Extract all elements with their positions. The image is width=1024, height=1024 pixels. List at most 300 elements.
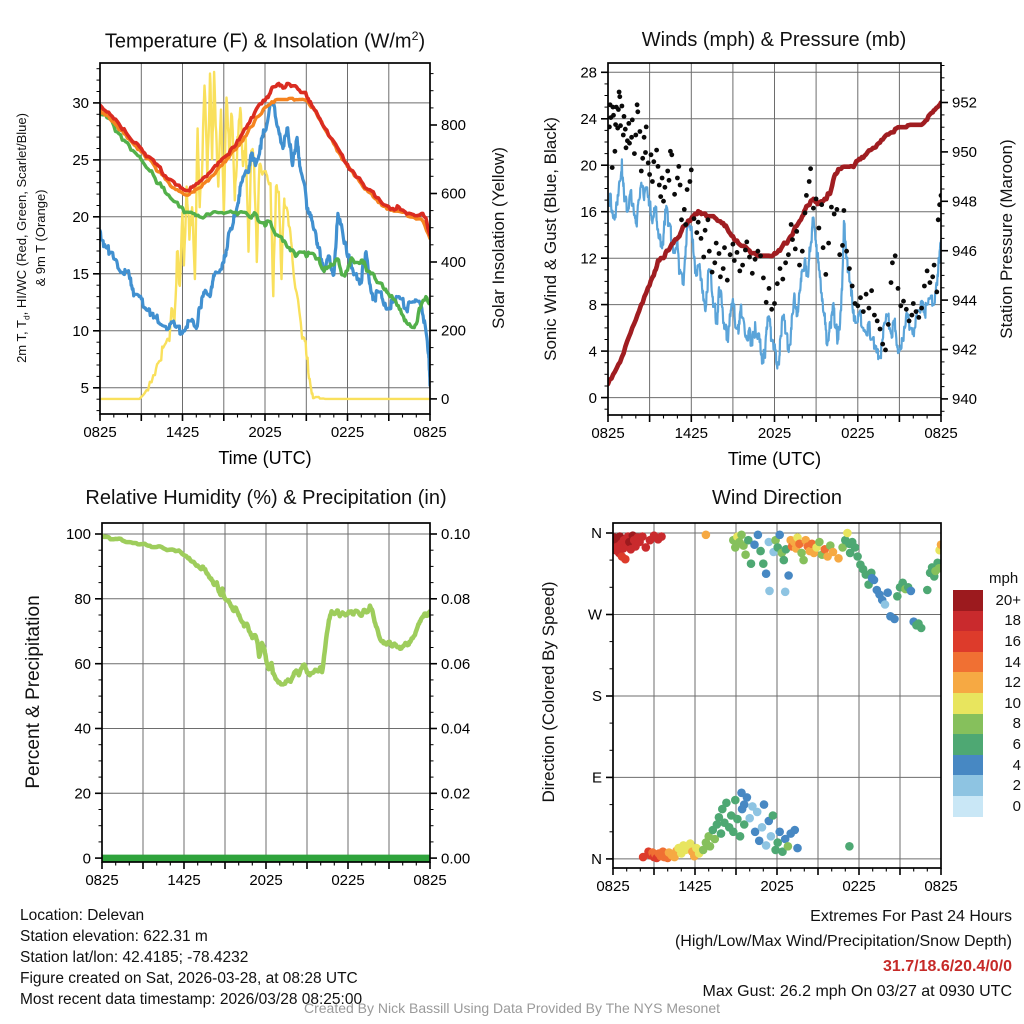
svg-text:0825: 0825 [413,872,447,889]
extremes-values: 31.7/18.6/20.4/0/0 [883,958,1012,975]
wind-gusts-dot [623,127,628,132]
chart-winds-pressure [580,63,977,469]
wind-direction-dot [759,559,768,568]
wind-gusts-dot [635,109,640,114]
speed-legend-swatch [953,652,983,673]
wind-gusts-dot [696,220,701,225]
wind-direction-dot [767,832,776,841]
wind-direction-dot [753,808,762,817]
svg-text:20: 20 [72,209,89,227]
wind-gusts-dot [710,270,715,275]
wind-gusts-dot [886,322,891,327]
wind-direction-dot [762,569,771,578]
wind-gusts-dot [764,300,769,305]
wind-gusts-dot [811,206,816,211]
svg-text:2025: 2025 [757,425,792,442]
wind-gusts-dot [618,123,623,128]
speed-legend-label: 8 [1012,715,1021,733]
wind-gusts-dot [689,168,694,173]
svg-text:100: 100 [65,526,91,544]
wind-gusts-dot [617,90,622,95]
wind-gusts-dot [667,178,672,183]
svg-text:15: 15 [72,266,89,284]
wind-gusts-dot [872,313,877,318]
wind-direction-dot [883,588,892,597]
wind-gusts-dot [657,183,662,188]
svg-text:28: 28 [580,64,597,82]
wind-gusts-dot [676,164,681,169]
wind-gusts-dot [867,306,872,311]
wind-gusts-dot [750,271,755,276]
svg-text:0.10: 0.10 [441,526,471,544]
wind-direction-dot [870,576,879,585]
wind-gusts-dot [613,149,618,154]
wind-direction-dot [791,826,800,835]
wind-gusts-dot [694,230,699,235]
wind-gusts-dot [819,202,824,207]
wind-gusts-dot [893,253,898,258]
svg-text:N: N [591,851,602,869]
svg-text:16: 16 [580,203,597,221]
wind-gusts-dot [901,299,906,304]
wind-gusts-dot [844,249,849,254]
wind-direction-dot [834,554,843,563]
svg-text:1425: 1425 [165,424,200,441]
speed-legend-swatch [953,611,983,632]
wind-gusts-dot [835,207,840,212]
svg-text:0: 0 [588,389,597,407]
svg-text:0825: 0825 [596,878,630,895]
speed-legend-swatch [953,693,983,714]
wind-gusts-dot [890,260,895,265]
svg-text:0.08: 0.08 [441,591,471,609]
speed-legend-swatch [953,672,983,693]
wind-gusts-dot [617,94,622,99]
svg-text:944: 944 [952,292,978,310]
svg-text:800: 800 [441,117,467,135]
wind-gusts-dot [633,133,638,138]
wind-direction-dot [893,592,902,601]
wind-gusts-dot [808,166,813,171]
svg-text:0225: 0225 [331,872,365,889]
wind-gusts-dot [718,274,723,279]
svg-text:8: 8 [588,296,597,314]
extremes-title: Extremes For Past 24 Hours [810,908,1012,925]
wind-gusts-dot [640,156,645,161]
svg-text:0225: 0225 [842,878,876,895]
wind-direction-dot [657,532,666,541]
svg-text:20: 20 [580,157,597,175]
wind-direction-dot [758,823,767,832]
wind-gusts-dot [661,199,666,204]
wind-gusts-dot [936,217,941,222]
speed-legend-row [953,631,1021,652]
wind-gusts-dot [638,129,643,134]
speed-legend-label: 12 [1004,674,1021,692]
wind-gusts-dot [737,269,742,274]
speed-legend-row [953,693,1021,714]
wind-gusts-dot [778,266,783,271]
wind-gusts-dot [817,226,822,231]
svg-text:0: 0 [441,391,450,409]
wind-gusts-dot [807,179,812,184]
wind-gusts-dot [922,284,927,289]
wind-gusts-dot [793,247,798,252]
wind-direction-dot [799,556,808,565]
wind-gusts-dot [896,286,901,291]
wind-gusts-dot [660,176,665,181]
svg-text:0825: 0825 [85,872,119,889]
wind-gusts-dot [911,301,916,306]
wind-gusts-dot [829,205,834,210]
wind-gusts-dot [621,133,626,138]
svg-text:12: 12 [580,250,597,268]
wind-gusts-dot [629,135,634,140]
wind-direction-dot [731,796,740,805]
wind-direction-dot [717,829,726,838]
wind-gusts-dot [728,252,733,257]
wind-gusts-dot [635,102,640,107]
wind-gusts-dot [925,269,930,274]
panel-title-wind-direction: Wind Direction [711,487,843,509]
svg-text:0.04: 0.04 [441,720,471,738]
wind-direction-dot [747,559,756,568]
wind-gusts-dot [725,278,730,283]
wind-gusts-dot [699,236,704,241]
speed-legend-row [953,734,1021,755]
wind-gusts-dot [732,258,737,263]
svg-text:0.00: 0.00 [441,850,471,868]
chart-wind-direction [588,523,958,895]
wind-gusts-dot [622,114,627,119]
svg-text:60: 60 [74,655,91,673]
wind-direction-dot [736,832,745,841]
wind-gusts-dot [672,192,677,197]
chart-rh-precip [66,523,470,889]
wind-direction-dot [773,838,782,847]
wind-gusts-dot [610,165,615,170]
max-gust: Max Gust: 26.2 mph On 03/27 at 0930 UTC [702,983,1012,1000]
wind-direction-dot [765,587,774,596]
wind-gusts-dot [907,319,912,324]
wind-direction-dot [750,540,759,549]
wind-gusts-dot [665,169,670,174]
wind-gusts-dot [761,276,766,281]
svg-text:0.02: 0.02 [441,785,471,803]
panel-title-winds: Winds (mph) & Pressure (mb) [641,29,907,51]
wind-direction-dot [741,550,750,559]
speed-legend-title: mph [989,570,1019,587]
wind-gusts-dot [861,309,866,314]
svg-text:E: E [591,769,602,787]
wind-direction-dot [743,793,752,802]
wind-gusts-dot [772,301,777,306]
wind-gusts-dot [832,212,837,217]
wind-direction-dot [907,587,916,596]
wind-gusts-dot [904,307,909,312]
svg-text:950: 950 [952,144,978,162]
wind-gusts-dot [669,152,674,157]
wind-gusts-dot [707,249,712,254]
wind-gusts-dot [875,319,880,324]
wind-direction-dot [621,555,630,564]
wind-gusts-dot [675,176,680,181]
speed-legend-swatch [953,775,983,796]
wind-gusts-dot [706,217,711,222]
wind-gusts-dot [858,295,863,300]
wind-direction-dot [923,586,932,595]
wind-gusts-dot [880,342,885,347]
wind-direction-dot [754,531,763,540]
wind-direction-dot [797,549,806,558]
wind-direction-dot [793,844,802,853]
wind-gusts-dot [889,280,894,285]
wind-direction-dot [769,811,778,820]
wind-direction-dot [784,571,793,580]
wind-gusts-dot [855,303,860,308]
wind-gusts-dot [837,252,842,257]
svg-text:200: 200 [441,322,467,340]
svg-text:24: 24 [580,110,597,128]
wind-gusts-dot [864,292,869,297]
wind-gusts-dot [783,260,788,265]
wind-gusts-dot [878,327,883,332]
panel-title-humidity: Relative Humidity (%) & Precipitation (in) [85,487,447,509]
wind-direction-dot [845,842,854,851]
wind-gusts-dot [804,193,809,198]
wind-gusts-dot [932,263,937,268]
figure-created: Figure created on Sat, 2026-03-28, at 08:28 UTC [20,970,358,987]
svg-text:80: 80 [74,591,91,609]
wind-gusts-dot [775,281,780,286]
speed-legend-swatch [953,631,983,652]
wind-gusts-dot [847,266,852,271]
wind-gusts-dot [840,243,845,248]
extremes-block [675,904,1012,1004]
wind-direction-dot [745,814,754,823]
station-latlon: Station lat/lon: 42.4185; -78.4232 [20,949,249,966]
wind-gusts-dot [919,306,924,311]
wind-gusts-dot [663,185,668,190]
svg-text:0825: 0825 [413,424,447,441]
wind-gusts-dot [869,288,874,293]
wind-gusts-dot [682,207,687,212]
wind-direction-dot [702,531,711,540]
wind-gusts-dot [758,253,763,258]
wind-gusts-dot [910,313,915,318]
wind-gusts-dot [639,169,644,174]
wind-gusts-dot [642,135,647,140]
speed-legend-swatch [953,734,983,755]
wind-gusts-dot [898,303,903,308]
wind-direction-dot [935,564,944,573]
wind-gusts-dot [714,241,719,246]
wind-gusts-dot [930,274,935,279]
wind-gusts-dot [740,263,745,268]
wind-direction-dot [756,547,765,556]
wind-gusts-dot [797,263,802,268]
svg-text:2025: 2025 [760,878,794,895]
speed-legend-swatch [953,755,983,776]
svg-text:4: 4 [588,343,597,361]
svg-text:948: 948 [952,193,978,211]
svg-text:25: 25 [72,152,89,170]
wind-gusts-dot [826,241,831,246]
extremes-subtitle: (High/Low/Max Wind/Precipitation/Snow Depth) [674,933,1012,950]
wind-direction-dot [853,552,862,561]
wind-direction-dot [706,842,715,851]
svg-text:1425: 1425 [674,425,708,442]
svg-text:10: 10 [72,323,89,341]
wind-gusts-dot [850,284,855,289]
svg-text:952: 952 [952,94,978,112]
wind-gusts-dot [743,248,748,253]
speed-legend-row [953,775,1021,796]
svg-text:0: 0 [82,850,91,868]
panel-title-temperature: Temperature (F) & Insolation $(W/m^2)$ [104,29,426,53]
wind-direction-dot [638,532,647,541]
wind-direction-dot [815,538,824,547]
wind-gusts-dot [616,107,621,112]
wind-gusts-dot [721,266,726,271]
wind-gusts-dot [683,222,688,227]
wind-gusts-dot [789,222,794,227]
wind-gusts-dot [703,228,708,233]
speed-legend-rows [953,590,1021,817]
wind-gusts-dot [624,145,629,150]
wind-direction-dot [762,841,771,850]
speed-legend-swatch [953,714,983,735]
wind-gusts-dot [780,277,785,282]
svg-text:W: W [587,606,602,624]
wind-direction-dot [881,600,890,609]
wind-direction-dot [722,799,731,808]
wind-gusts-dot [794,229,799,234]
wind-gusts-dot [735,250,740,255]
wind-gusts-dot [756,249,761,254]
wind-gusts-dot [651,159,656,164]
svg-text:0825: 0825 [924,425,958,442]
svg-text:0.06: 0.06 [441,655,471,673]
wind-gusts-dot [688,179,693,184]
wind-gusts-dot [658,194,663,199]
wind-gusts-dot [646,161,651,166]
wind-gusts-dot [883,348,888,353]
svg-text:5: 5 [80,379,89,397]
speed-legend-label: 16 [1004,632,1021,650]
speed-legend-label: 18 [1004,612,1021,630]
wind-gusts-dot [692,216,697,221]
wind-gusts-dot [685,187,690,192]
wind-direction-dot [775,531,784,540]
wind-gusts-dot [649,152,654,157]
svg-text:1425: 1425 [678,878,712,895]
svg-text:0225: 0225 [330,424,365,441]
wind-gusts-dot [632,151,637,156]
wind-gusts-dot [731,242,736,247]
wind-gusts-dot [821,245,826,250]
speed-legend-row [953,652,1021,673]
wind-gusts-dot [611,113,616,118]
svg-text:946: 946 [952,242,978,260]
wind-gusts-dot [790,237,795,242]
speed-legend-row [953,714,1021,735]
wind-direction-dot [781,588,790,597]
svg-text:N: N [591,525,602,543]
wind-direction-dot [642,543,651,552]
wind-direction-dot [733,815,742,824]
wind-direction-dot [760,800,769,809]
svg-text:Time (UTC): Time (UTC) [218,448,312,468]
speed-legend-row [953,590,1021,611]
wind-direction-dot [784,842,793,851]
speed-legend-swatch [953,796,983,817]
wind-gusts-dot [656,164,661,169]
wind-gusts-dot [914,309,919,314]
wind-gusts-dot [769,307,774,312]
speed-legend-row [953,796,1021,817]
svg-text:2025: 2025 [248,424,282,441]
wind-gusts-dot [747,255,752,260]
svg-text:0825: 0825 [924,878,958,895]
data-timestamp: Most recent data timestamp: 2026/03/28 08:25:00 [20,991,363,1008]
svg-text:2025: 2025 [249,872,283,889]
svg-text:20: 20 [74,785,91,803]
wind-gusts-dot [644,125,649,130]
svg-text:1425: 1425 [167,872,201,889]
wind-gusts-dot [647,172,652,177]
wind-gusts-dot [753,257,758,262]
wind-gusts-dot [744,240,749,245]
svg-text:Time (UTC): Time (UTC) [727,449,822,469]
wind-gusts-dot [767,286,772,291]
wind-gusts-dot [620,104,625,109]
wind-direction-dot [843,529,852,538]
speed-legend-row [953,611,1021,632]
wind-direction-dot [737,531,746,540]
speed-legend-label: 2 [1012,777,1021,795]
wind-gusts-dot [630,118,635,123]
wind-direction-dot [890,615,899,624]
speed-legend-label: 10 [1004,694,1021,712]
wind-gusts-dot [626,121,631,126]
wind-gusts-dot [800,249,805,254]
speed-legend-label: 20+ [995,591,1021,609]
wind-direction-dot [775,828,784,837]
wind-gusts-dot [928,280,933,285]
wind-gusts-dot [701,255,706,260]
wind-gusts-dot [823,272,828,277]
svg-text:30: 30 [72,95,89,113]
wind-gusts-dot [814,197,819,202]
wind-direction-dot [713,820,722,829]
speed-legend-row [953,755,1021,776]
speed-legend-label: 4 [1012,756,1021,774]
svg-text:40: 40 [74,720,91,738]
speed-legend-row [953,672,1021,693]
wind-direction-dot [780,556,789,565]
wind-gusts-dot [712,260,717,265]
speed-legend [953,570,1021,817]
speed-legend-label: 0 [1012,797,1021,815]
wind-gusts-dot [916,315,921,320]
svg-text:0825: 0825 [83,424,117,441]
svg-text:942: 942 [952,341,978,359]
wind-direction-dot [917,624,926,633]
credit-line: Created By Nick Bassill Using Data Provided By The NYS Mesonet [303,1000,721,1016]
wind-gusts-dot [934,290,939,295]
wind-gusts-dot [643,150,648,155]
